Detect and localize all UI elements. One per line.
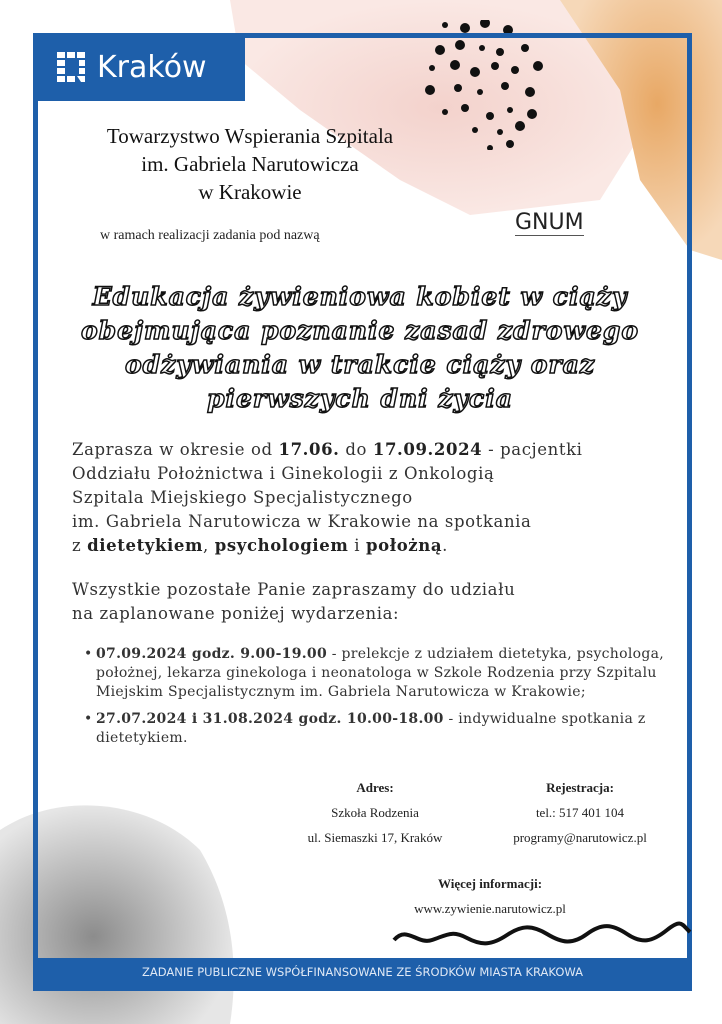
event-title xyxy=(60,280,660,416)
others-paragraph: Wszystkie pozostałe Panie zapraszamy do udziału na zaplanowane poniżej wydarzenia: xyxy=(72,580,516,623)
registration-block: Rejestracja: tel.: 517 401 104 programy@narutowicz.pl xyxy=(490,780,670,855)
title-line: obejmująca poznanie zasad zdrowego xyxy=(80,316,640,345)
address-block: Adres: Szkoła Rodzenia ul. Siemaszki 17, Kraków xyxy=(307,780,443,845)
wave-decoration xyxy=(392,920,692,950)
dot xyxy=(480,20,490,28)
org-line: im. Gabriela Narutowicza xyxy=(141,152,359,176)
org-line: w Krakowie xyxy=(198,180,302,204)
dot xyxy=(442,22,448,28)
logo-text: Kraków xyxy=(97,49,207,85)
invitation-paragraph: Zaprasza w okresie od 17.06. do 17.09.2024 - pacjentki Oddziału Położnictwa i Ginekologii z Onkologią Szpitala Miejskiego Specjalistycznego im. Gabriela Narutowicza w Krakowie na spotkania z dietetykiem, psychologiem i położną. xyxy=(72,440,583,555)
email-link[interactable]: programy@narutowicz.pl xyxy=(513,830,647,845)
krakow-logo xyxy=(33,33,245,101)
org-line: Towarzystwo Wspierania Szpitala xyxy=(106,124,394,148)
title-line: pierwszych dni życia xyxy=(207,384,513,413)
organization-name xyxy=(40,122,460,206)
gnum-logo-text: GNUM xyxy=(515,210,584,235)
title-line: Edukacja żywieniowa kobiet w ciąży xyxy=(92,282,628,311)
dot xyxy=(460,23,470,33)
more-info-block: Więcej informacji: www.zywienie.narutowicz.pl xyxy=(390,876,590,926)
list-item: • 07.09.2024 godz. 9.00-19.00 - prelekcje z udziałem dietetyka, psychologa, położnej, lekarza ginekologa i neonatologa w Szkole Rodzenia przy Szpitalu Miejskim Specjalistycznym im. Gabriela Narutowicza w Krakowie; xyxy=(84,645,664,702)
list-item: • 27.07.2024 i 31.08.2024 godz. 10.00-18.00 - indywidualne spotkania z dietetykiem. xyxy=(84,710,664,748)
title-line: odżywiania w trakcie ciąży oraz xyxy=(124,350,596,379)
website-link[interactable]: www.zywienie.narutowicz.pl xyxy=(414,901,566,916)
events-list xyxy=(84,645,664,756)
gnum-logo xyxy=(515,210,584,236)
krakow-logo-icon xyxy=(57,52,87,82)
funding-footer: ZADANIE PUBLICZNE WSPÓŁFINANSOWANE ZE ŚRODKÓW MIASTA KRAKOWA xyxy=(38,958,687,986)
intro-text: w ramach realizacji zadania pod nazwą xyxy=(100,228,320,243)
